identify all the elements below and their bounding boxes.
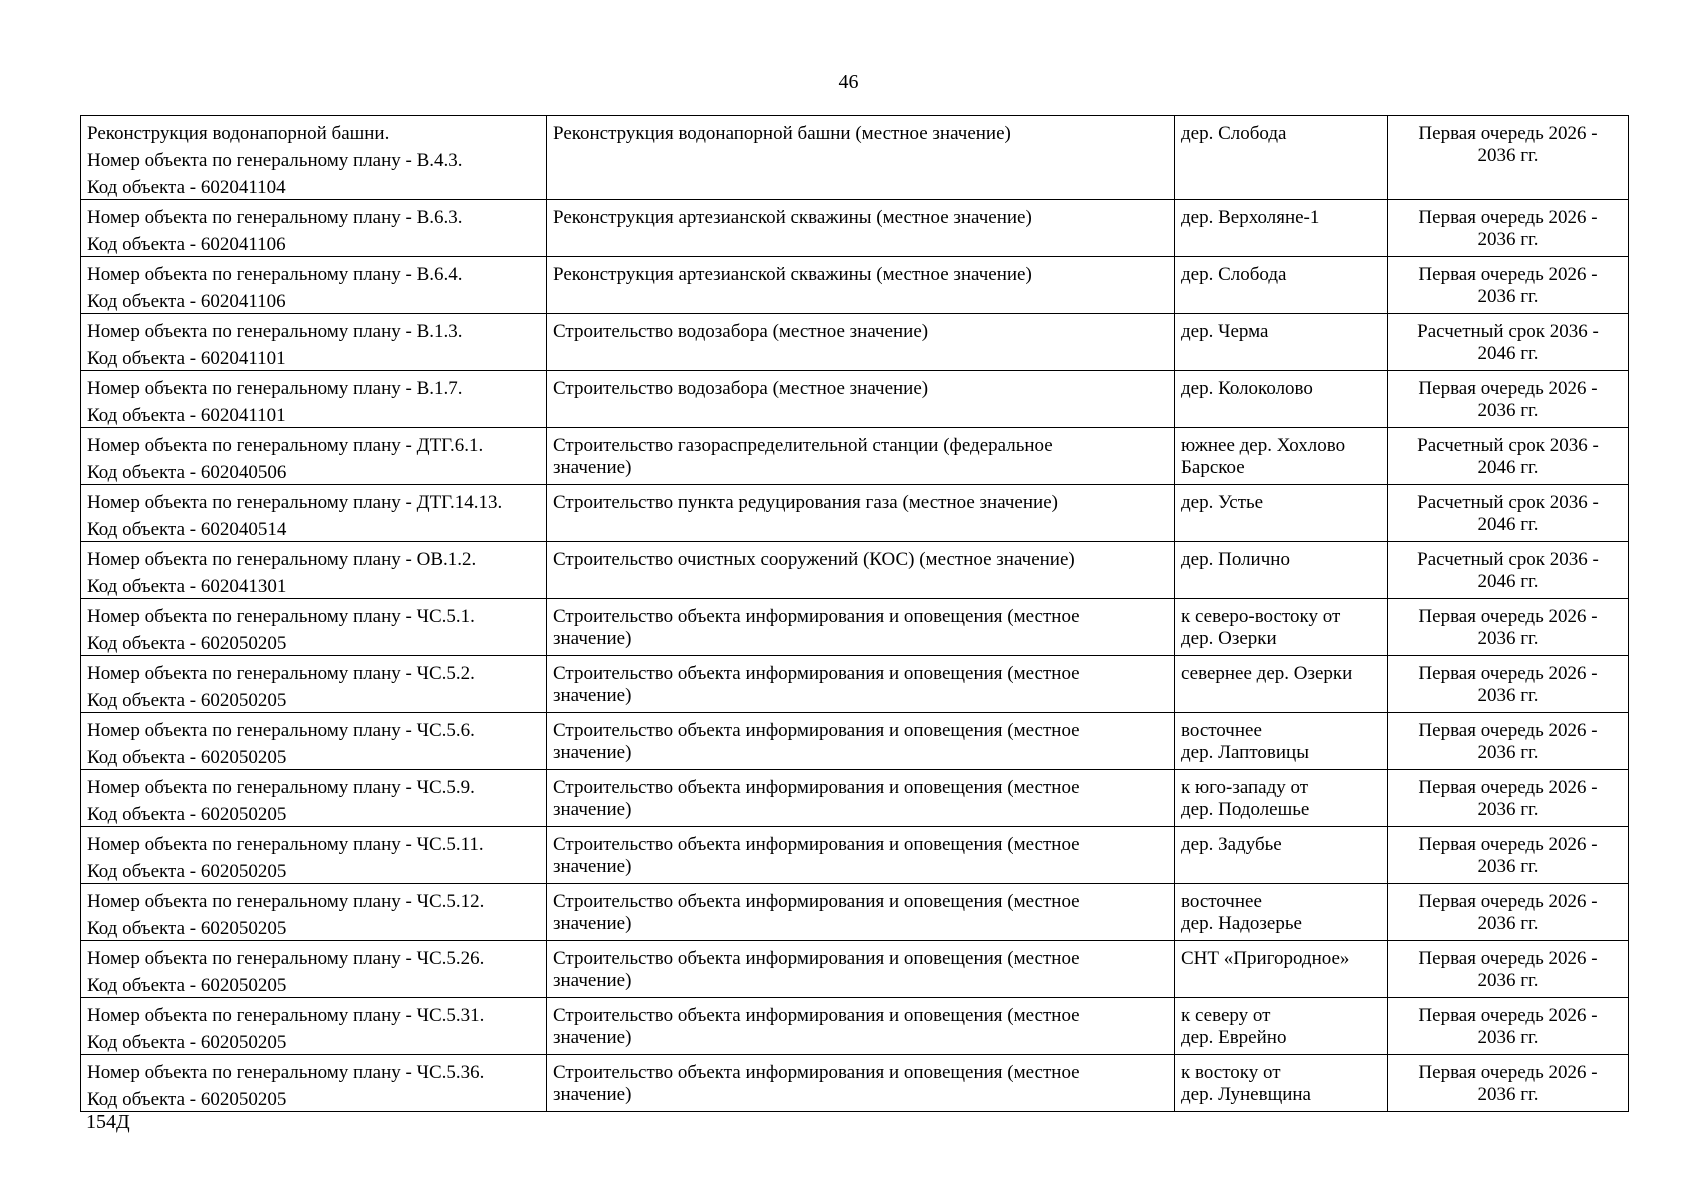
description-cell [547, 485, 1175, 542]
location-text: дер. Надозерье [1181, 913, 1302, 934]
location-cell [1175, 257, 1388, 314]
object-cell [81, 998, 547, 1055]
period-text: Первая очередь 2026 - [1418, 264, 1598, 285]
object-text: Номер объекта по генеральному плану - ЧС.5.26. [87, 948, 485, 969]
description-text: значение) [553, 970, 632, 991]
location-cell [1175, 827, 1388, 884]
location-text: южнее дер. Хохлово [1181, 435, 1346, 456]
object-text: Номер объекта по генеральному плану - ДТГ.14.13. [87, 492, 503, 513]
object-cell [81, 941, 547, 998]
period-text: 2036 гг. [1477, 229, 1539, 250]
description-text: значение) [553, 742, 632, 763]
description-cell [547, 770, 1175, 827]
description-text: Строительство газораспределительной станции (федеральное [553, 435, 1053, 456]
description-cell [547, 116, 1175, 200]
table-row [81, 827, 1629, 884]
object-text: Номер объекта по генеральному плану - ЧС.5.36. [87, 1062, 485, 1083]
table-row [81, 599, 1629, 656]
object-text: Код объекта - 602041301 [87, 576, 287, 597]
description-text: Реконструкция артезианской скважины (местное значение) [553, 207, 1032, 228]
period-text: Первая очередь 2026 - [1418, 123, 1598, 144]
location-text: дер. Лаптовицы [1181, 742, 1309, 763]
description-text: Строительство объекта информирования и оповещения (местное [553, 891, 1080, 912]
description-cell [547, 998, 1175, 1055]
object-cell [81, 770, 547, 827]
description-cell [547, 371, 1175, 428]
period-cell [1388, 770, 1629, 827]
description-cell [547, 200, 1175, 257]
description-cell [547, 542, 1175, 599]
period-text: Первая очередь 2026 - [1418, 378, 1598, 399]
description-cell [547, 713, 1175, 770]
location-text: Барское [1181, 457, 1245, 478]
description-text: значение) [553, 457, 632, 478]
object-cell [81, 485, 547, 542]
table-row [81, 428, 1629, 485]
table-row [81, 371, 1629, 428]
period-text: Первая очередь 2026 - [1418, 606, 1598, 627]
object-text: Код объекта - 602050205 [87, 861, 287, 882]
object-cell [81, 599, 547, 656]
object-cell [81, 542, 547, 599]
object-text: Код объекта - 602041104 [87, 177, 286, 198]
object-text: Номер объекта по генеральному плану - В.4.3. [87, 150, 463, 171]
description-cell [547, 827, 1175, 884]
object-cell [81, 656, 547, 713]
object-text: Номер объекта по генеральному плану - ОВ.1.2. [87, 549, 477, 570]
period-cell [1388, 941, 1629, 998]
location-text: дер. Колоколово [1181, 378, 1313, 399]
footer-code: 154Д [86, 1111, 130, 1133]
period-text: Первая очередь 2026 - [1418, 663, 1598, 684]
location-text: к северу от [1181, 1005, 1271, 1026]
object-text: Номер объекта по генеральному плану - ЧС.5.6. [87, 720, 475, 741]
period-text: 2046 гг. [1477, 571, 1539, 592]
location-cell [1175, 1055, 1388, 1112]
object-cell [81, 827, 547, 884]
table-row [81, 485, 1629, 542]
location-text: дер. Озерки [1181, 628, 1277, 649]
period-text: 2036 гг. [1477, 913, 1539, 934]
description-text: значение) [553, 628, 632, 649]
location-cell [1175, 485, 1388, 542]
object-text: Номер объекта по генеральному плану - ЧС.5.12. [87, 891, 485, 912]
period-text: 2036 гг. [1477, 799, 1539, 820]
object-cell [81, 884, 547, 941]
description-cell [547, 314, 1175, 371]
table-row [81, 1055, 1629, 1112]
description-cell [547, 656, 1175, 713]
period-text: 2036 гг. [1477, 286, 1539, 307]
period-text: 2046 гг. [1477, 514, 1539, 535]
description-text: значение) [553, 799, 632, 820]
location-text: дер. Задубье [1181, 834, 1282, 855]
location-text: дер. Полично [1181, 549, 1290, 570]
period-cell [1388, 485, 1629, 542]
location-cell [1175, 116, 1388, 200]
object-cell [81, 314, 547, 371]
period-text: Первая очередь 2026 - [1418, 891, 1598, 912]
period-text: 2046 гг. [1477, 343, 1539, 364]
period-text: Расчетный срок 2036 - [1417, 549, 1599, 570]
location-text: севернее дер. Озерки [1181, 663, 1353, 684]
period-cell [1388, 884, 1629, 941]
period-cell [1388, 827, 1629, 884]
object-text: Номер объекта по генеральному плану - ЧС.5.2. [87, 663, 475, 684]
period-text: 2046 гг. [1477, 457, 1539, 478]
description-text: Строительство водозабора (местное значение) [553, 321, 929, 342]
description-text: Строительство объекта информирования и оповещения (местное [553, 720, 1080, 741]
location-text: к северо-востоку от [1181, 606, 1341, 627]
description-text: Строительство объекта информирования и оповещения (местное [553, 777, 1080, 798]
object-cell [81, 200, 547, 257]
location-cell [1175, 542, 1388, 599]
object-cell [81, 428, 547, 485]
location-cell [1175, 200, 1388, 257]
object-text: Реконструкция водонапорной башни. [87, 123, 390, 144]
location-text: дер. Слобода [1181, 123, 1287, 144]
object-text: Номер объекта по генеральному плану - В.6.3. [87, 207, 463, 228]
object-text: Номер объекта по генеральному плану - ДТГ.6.1. [87, 435, 484, 456]
table-row [81, 257, 1629, 314]
description-text: значение) [553, 1084, 632, 1105]
object-text: Номер объекта по генеральному плану - ЧС.5.31. [87, 1005, 485, 1026]
period-cell [1388, 200, 1629, 257]
table-row [81, 656, 1629, 713]
description-cell [547, 1055, 1175, 1112]
period-cell [1388, 371, 1629, 428]
location-cell [1175, 656, 1388, 713]
period-cell [1388, 713, 1629, 770]
description-text: Строительство объекта информирования и оповещения (местное [553, 834, 1080, 855]
location-text: восточнее [1181, 891, 1262, 912]
period-text: Расчетный срок 2036 - [1417, 492, 1599, 513]
objects-table [80, 115, 1629, 1112]
description-text: Реконструкция артезианской скважины (местное значение) [553, 264, 1032, 285]
location-cell [1175, 713, 1388, 770]
period-text: Первая очередь 2026 - [1418, 948, 1598, 969]
description-cell [547, 428, 1175, 485]
table-row [81, 116, 1629, 200]
page-number: 46 [838, 71, 859, 93]
description-text: Строительство объекта информирования и оповещения (местное [553, 948, 1080, 969]
table-row [81, 884, 1629, 941]
period-text: Первая очередь 2026 - [1418, 1005, 1598, 1026]
location-cell [1175, 884, 1388, 941]
description-text: значение) [553, 1027, 632, 1048]
location-text: дер. Слобода [1181, 264, 1287, 285]
location-text: дер. Устье [1181, 492, 1264, 513]
period-text: Первая очередь 2026 - [1418, 834, 1598, 855]
table-row [81, 998, 1629, 1055]
object-text: Номер объекта по генеральному плану - ЧС.5.11. [87, 834, 484, 855]
table-row [81, 770, 1629, 827]
table-row [81, 941, 1629, 998]
object-text: Код объекта - 602040514 [87, 519, 287, 540]
object-text: Номер объекта по генеральному плану - В.6.4. [87, 264, 463, 285]
period-cell [1388, 1055, 1629, 1112]
object-cell [81, 116, 547, 200]
object-text: Код объекта - 602050205 [87, 975, 287, 996]
description-text: Строительство объекта информирования и оповещения (местное [553, 1005, 1080, 1026]
period-cell [1388, 116, 1629, 200]
description-cell [547, 884, 1175, 941]
object-text: Код объекта - 602050205 [87, 747, 287, 768]
period-cell [1388, 656, 1629, 713]
location-cell [1175, 599, 1388, 656]
location-text: дер. Верхоляне-1 [1181, 207, 1320, 228]
description-text: Строительство объекта информирования и оповещения (местное [553, 606, 1080, 627]
location-cell [1175, 314, 1388, 371]
description-cell [547, 941, 1175, 998]
location-cell [1175, 770, 1388, 827]
object-text: Код объекта - 602041106 [87, 234, 286, 255]
table-row [81, 200, 1629, 257]
object-cell [81, 257, 547, 314]
location-cell [1175, 371, 1388, 428]
location-cell [1175, 428, 1388, 485]
object-text: Код объекта - 602040506 [87, 462, 287, 483]
period-text: 2036 гг. [1477, 400, 1539, 421]
period-text: 2036 гг. [1477, 685, 1539, 706]
description-text: Реконструкция водонапорной башни (местное значение) [553, 123, 1011, 144]
location-text: к юго-западу от [1181, 777, 1309, 798]
location-text: дер. Черма [1181, 321, 1269, 342]
object-text: Код объекта - 602041101 [87, 348, 286, 369]
object-text: Код объекта - 602050205 [87, 633, 287, 654]
period-text: 2036 гг. [1477, 628, 1539, 649]
period-text: 2036 гг. [1477, 970, 1539, 991]
period-cell [1388, 257, 1629, 314]
object-text: Код объекта - 602050205 [87, 918, 287, 939]
description-text: Строительство водозабора (местное значение) [553, 378, 929, 399]
object-cell [81, 371, 547, 428]
location-cell [1175, 941, 1388, 998]
period-text: 2036 гг. [1477, 856, 1539, 877]
object-cell [81, 1055, 547, 1112]
location-cell [1175, 998, 1388, 1055]
period-text: Первая очередь 2026 - [1418, 1062, 1598, 1083]
period-text: 2036 гг. [1477, 1027, 1539, 1048]
table-row [81, 314, 1629, 371]
location-text: дер. Подолешье [1181, 799, 1310, 820]
location-text: дер. Еврейно [1181, 1027, 1287, 1048]
table-row [81, 713, 1629, 770]
object-text: Код объекта - 602050205 [87, 1089, 287, 1110]
table-row [81, 542, 1629, 599]
period-text: Первая очередь 2026 - [1418, 207, 1598, 228]
object-text: Номер объекта по генеральному плану - В.1.7. [87, 378, 463, 399]
period-text: 2036 гг. [1477, 742, 1539, 763]
description-text: Строительство пункта редуцирования газа (местное значение) [553, 492, 1058, 513]
period-text: Первая очередь 2026 - [1418, 720, 1598, 741]
location-text: СНТ «Пригородное» [1181, 948, 1350, 969]
description-cell [547, 599, 1175, 656]
object-text: Номер объекта по генеральному плану - ЧС.5.1. [87, 606, 475, 627]
period-text: 2036 гг. [1477, 1084, 1539, 1105]
description-text: значение) [553, 685, 632, 706]
location-text: дер. Луневщина [1181, 1084, 1311, 1105]
object-cell [81, 713, 547, 770]
object-text: Код объекта - 602050205 [87, 804, 287, 825]
description-text: значение) [553, 913, 632, 934]
period-cell [1388, 314, 1629, 371]
period-text: Расчетный срок 2036 - [1417, 321, 1599, 342]
description-text: Строительство объекта информирования и оповещения (местное [553, 663, 1080, 684]
period-cell [1388, 998, 1629, 1055]
period-cell [1388, 542, 1629, 599]
object-text: Код объекта - 602041101 [87, 405, 286, 426]
object-text: Номер объекта по генеральному плану - В.1.3. [87, 321, 463, 342]
description-text: Строительство объекта информирования и оповещения (местное [553, 1062, 1080, 1083]
table-body [81, 116, 1629, 1112]
description-text: Строительство очистных сооружений (КОС) (местное значение) [553, 549, 1075, 570]
period-text: Расчетный срок 2036 - [1417, 435, 1599, 456]
object-text: Код объекта - 602050205 [87, 1032, 287, 1053]
period-text: 2036 гг. [1477, 145, 1539, 166]
description-text: значение) [553, 856, 632, 877]
period-text: Первая очередь 2026 - [1418, 777, 1598, 798]
description-cell [547, 257, 1175, 314]
object-text: Код объекта - 602041106 [87, 291, 286, 312]
period-cell [1388, 599, 1629, 656]
period-cell [1388, 428, 1629, 485]
location-text: восточнее [1181, 720, 1262, 741]
location-text: к востоку от [1181, 1062, 1281, 1083]
object-text: Код объекта - 602050205 [87, 690, 287, 711]
object-text: Номер объекта по генеральному плану - ЧС.5.9. [87, 777, 475, 798]
